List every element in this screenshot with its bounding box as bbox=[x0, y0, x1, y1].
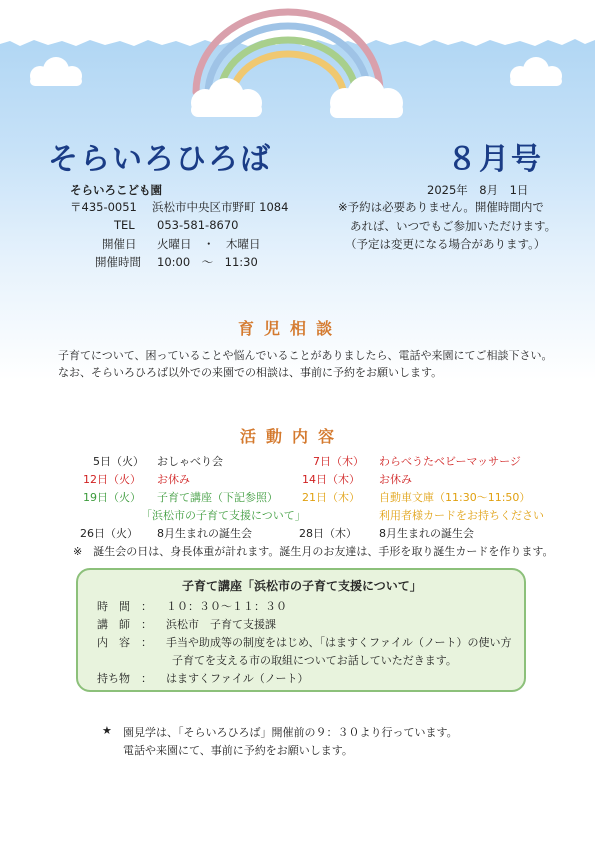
lecture-time-label: 時 間 ： bbox=[97, 600, 152, 613]
schedule-date: 28日（木） bbox=[299, 527, 357, 540]
tel-number: 053-581-8670 bbox=[157, 218, 239, 232]
lecture-title: 子育て講座「浜松市の子育て支援について」 bbox=[182, 579, 422, 593]
schedule-date: 7日（木） bbox=[313, 455, 364, 468]
issue-label: ８月号 bbox=[447, 142, 543, 177]
footer-line-2: 電話や来園にて、事前に予約をお願いします。 bbox=[123, 744, 353, 757]
cloud-far-right bbox=[510, 57, 562, 86]
org-postal: 〒435-0051 bbox=[70, 200, 137, 214]
consult-heading: 育児相談 bbox=[238, 319, 343, 338]
lecture-time: １０：３０～１１：３０ bbox=[166, 600, 287, 613]
org-address: 浜松市中央区市野町 1084 bbox=[152, 200, 289, 214]
schedule-event: 8月生まれの誕生会 bbox=[157, 527, 252, 540]
schedule-date: 19日（火） bbox=[83, 491, 141, 504]
lecture-lecturer: 浜松市 子育て支援課 bbox=[166, 618, 276, 631]
schedule-date: 21日（木） bbox=[302, 491, 360, 504]
tel-label: TEL bbox=[114, 218, 135, 232]
schedule-date: 26日（火） bbox=[80, 527, 138, 540]
consult-line-2: なお、そらいろひろば以外での来園での相談は、事前に予約をお願いします。 bbox=[58, 366, 443, 379]
org-name: そらいろこども園 bbox=[70, 183, 162, 197]
schedule-event: わらべうたベビーマッサージ bbox=[379, 455, 521, 468]
cloud-left-center bbox=[191, 78, 262, 117]
hours-label: 開催時間 bbox=[95, 255, 141, 269]
days-value: 火曜日 ・ 木曜日 bbox=[157, 237, 261, 251]
lecture-bring: はますくファイル（ノート） bbox=[166, 672, 309, 685]
lecture-content-line-2: 子育てを支える市の取組についてお話していただきます。 bbox=[172, 654, 457, 667]
birthday-note: ※ 誕生会の日は、身長体重が計れます。誕生月のお友達は、手形を取り誕生カードを作ります。 bbox=[73, 545, 554, 558]
schedule-event: おしゃべり会 bbox=[157, 455, 223, 468]
lecture-content-line-1: 手当や助成等の制度をはじめ、「はますくファイル（ノート）の使い方 bbox=[166, 636, 512, 649]
lecture-bring-label: 持ち物 ： bbox=[97, 672, 152, 685]
note-line-2: あれば、いつでもご参加いただけます。 bbox=[350, 219, 557, 233]
schedule-event: 8月生まれの誕生会 bbox=[379, 527, 474, 540]
schedule-date: 12日（火） bbox=[83, 473, 141, 486]
schedule-event: 自動車文庫（11:30～11:50） bbox=[379, 491, 531, 504]
lecture-lecturer-label: 講 師 ： bbox=[97, 618, 152, 631]
cloud-far-left bbox=[30, 57, 82, 86]
issue-date: 2025年 8月 1日 bbox=[427, 183, 529, 197]
star-icon: ★ bbox=[102, 724, 112, 737]
schedule-event: お休み bbox=[157, 473, 190, 486]
lecture-content-label: 内 容 ： bbox=[97, 636, 152, 649]
schedule-event-subtitle: 「浜松市の子育て支援について」 bbox=[141, 509, 306, 522]
schedule-event: 子育て講座（下記参照） bbox=[157, 491, 278, 504]
days-label: 開催日 bbox=[102, 237, 137, 251]
schedule-event-subtitle: 利用者様カードをお持ちください bbox=[379, 509, 544, 522]
schedule-event: お休み bbox=[379, 473, 412, 486]
footer-line-1: 園見学は、「そらいろひろば」開催前の９：３０より行っています。 bbox=[123, 726, 458, 739]
schedule-date: 14日（木） bbox=[302, 473, 360, 486]
note-line-3: （予定は変更になる場合があります。） bbox=[345, 237, 546, 251]
note-line-1: ※予約は必要ありません。開催時間内で bbox=[338, 200, 544, 214]
hours-value: 10:00 ～ 11:30 bbox=[157, 255, 258, 269]
schedule-date: 5日（火） bbox=[93, 455, 144, 468]
activities-heading: 活動内容 bbox=[240, 427, 345, 446]
newsletter-title: そらいろひろば bbox=[48, 142, 272, 177]
consult-line-1: 子育てについて、困っていることや悩んでいることがありましたら、電話や来園にてご相談下さい。 bbox=[58, 349, 553, 362]
